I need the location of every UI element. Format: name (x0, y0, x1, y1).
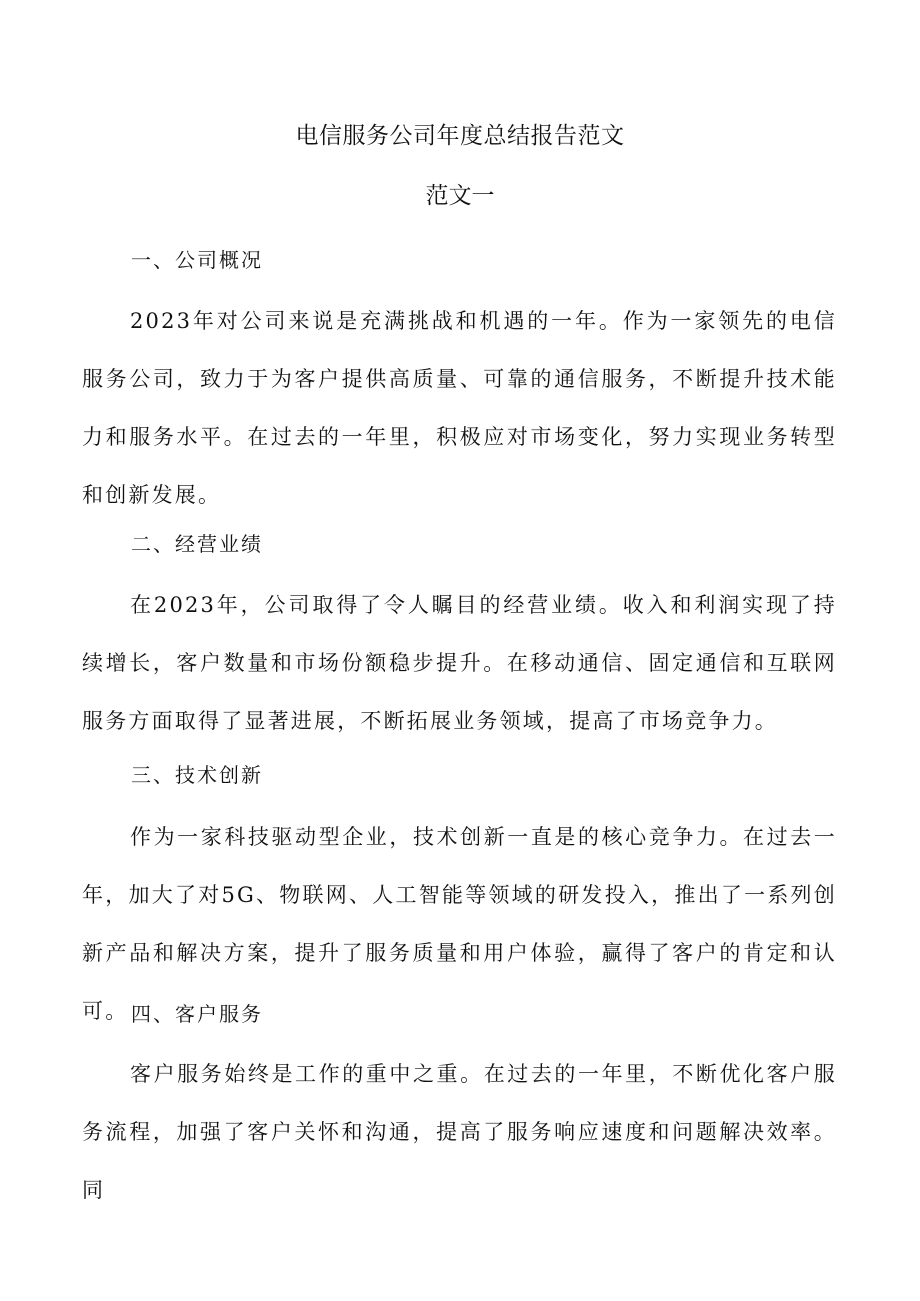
section-heading-customer-service: 四、客户服务 (131, 1002, 263, 1026)
document-subtitle: 范文一 (425, 183, 495, 209)
section-body-technology: 作为一家科技驱动型企业，技术创新一直是的核心竞争力。在过去一年，加大了对5G、物联网、人工智能等领域的研发投入，推出了一系列创新产品和解决方案，提升了服务质量和用户体验，赢得了客户的肯定和认可。 (82, 825, 837, 1023)
section-body-overview: 2023年对公司来说是充满挑战和机遇的一年。作为一家领先的电信服务公司，致力于为客户提供高质量、可靠的通信服务，不断提升技术能力和服务水平。在过去的一年里，积极应对市场变化，努力实现业务转型和创新发展。 (82, 309, 837, 507)
section-heading-performance: 二、经营业绩 (131, 532, 263, 556)
document-title: 电信服务公司年度总结报告范文 (295, 123, 625, 149)
section-heading-technology: 三、技术创新 (131, 763, 263, 787)
section-heading-overview: 一、公司概况 (131, 248, 263, 272)
section-body-customer-service: 客户服务始终是工作的重中之重。在过去的一年里，不断优化客户服务流程，加强了客户关怀和沟通，提高了服务响应速度和问题解决效率。同 (82, 1062, 837, 1202)
section-body-performance: 在2023年，公司取得了令人瞩目的经营业绩。收入和利润实现了持续增长，客户数量和市场份额稳步提升。在移动通信、固定通信和互联网服务方面取得了显著进展，不断拓展业务领域，提高了市场竞争力。 (82, 593, 837, 733)
